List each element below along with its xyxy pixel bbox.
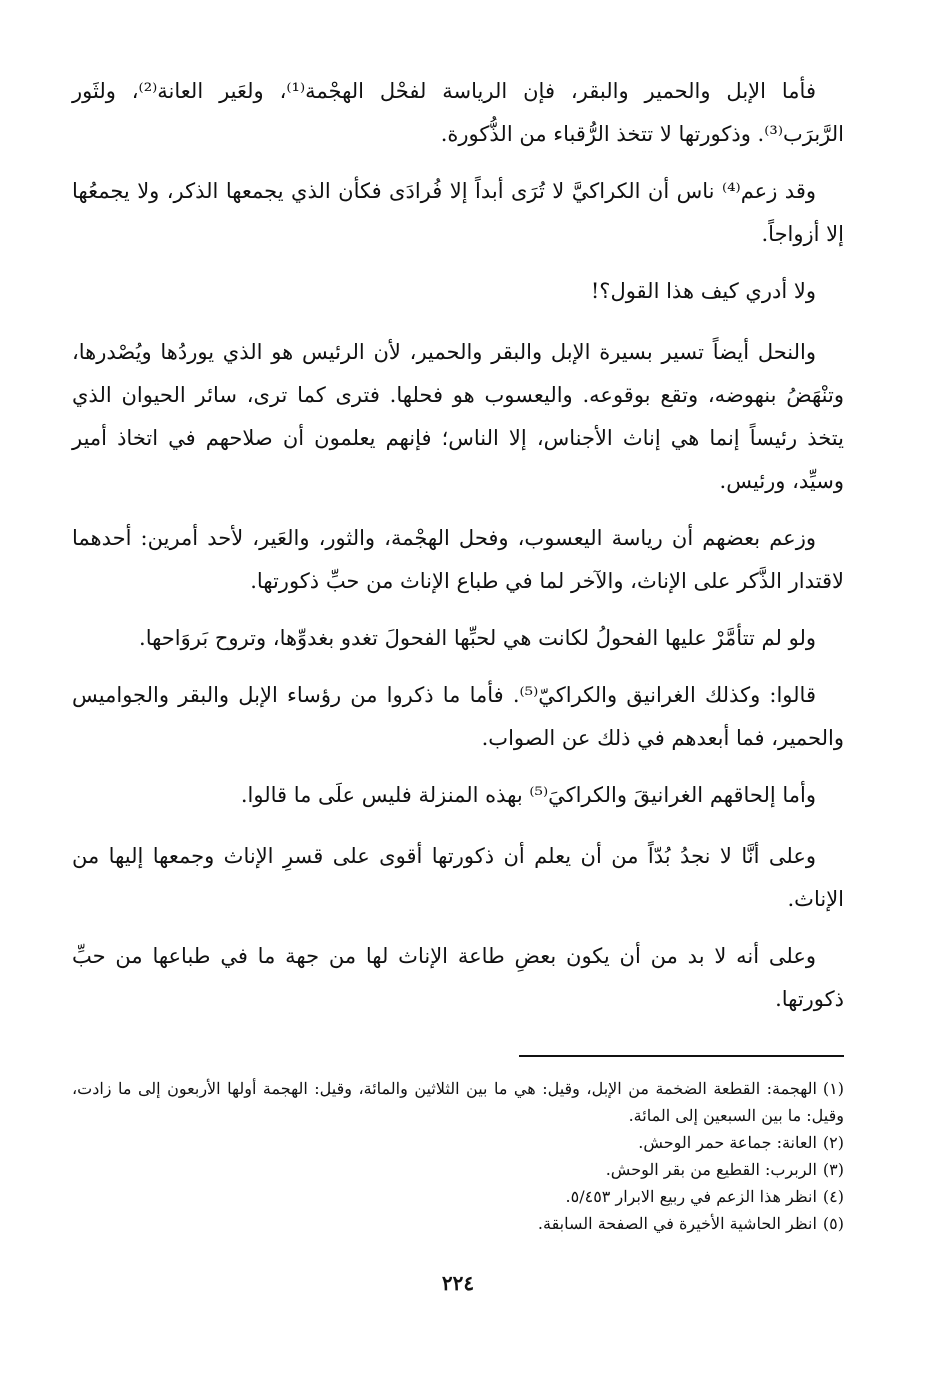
footnote-text: انظر الحاشية الأخيرة في الصفحة السابقة. [537,1214,817,1233]
footnote-number: (٤) [822,1187,844,1206]
page-number: ٢٢٤ [441,1271,475,1295]
footnote-number: (٣) [822,1160,844,1179]
footnote-number: (٥) [822,1214,844,1233]
paragraph-obedience: وعلى أنه لا بد من أن يكون بعضِ طاعة الإناث لها من جهة ما في طباعها من حبِّ ذكورتها. [72,944,844,1011]
paragraph-rebuttal: وأما إلحاقهم الغرانيقَ والكراكيَ⁽⁵⁾ بهذه المنزلة فليس علَى ما قالوا. [240,783,816,807]
paragraph-cranes: قالوا: وكذلك الغرانيق والكراكيّ⁽⁵⁾. فأما ما ذكروا من رؤساء الإبل والبقر والجواميس والحمير، فما أبعدهم في ذلك عن الصواب. [72,683,844,750]
footnote-3 [72,1156,844,1183]
paragraph-strength: وعلى أنَّا لا نجدُ بُدّاً من أن يعلم أن ذكورتها أقوى على قسرِ الإناث وجمعها إليها من الإناث. [72,844,844,911]
footnote-text: انظر هذا الزعم في ربيع الابرار ٥/٤٥٣. [565,1187,817,1206]
footnote-text: العانة: جماعة حمر الوحش. [638,1133,817,1152]
footnotes [72,1075,844,1237]
footnote-1 [72,1075,844,1129]
book-page [72,70,844,1295]
footnote-number: (٢) [822,1133,844,1152]
paragraph-question: ولا أدري كيف هذا القول؟! [590,279,816,303]
footnote-number: (١) [822,1079,845,1098]
footnote-4 [72,1183,844,1210]
paragraph-cranes-claim: وقد زعم⁽⁴⁾ ناس أن الكراكيَّ لا تُرَى أبداً إلا فُرادَى فكأن الذي يجمعها الذكر، ولا يجمعُها إلا أزواجاً. [72,179,844,246]
footnote-text: الربرب: القطيع من بقر الوحش. [605,1160,817,1179]
footnote-5 [72,1210,844,1237]
footnote-2 [72,1129,844,1156]
paragraph-males: ولو لم تتأمَّرْ عليها الفحولُ لكانت هي لحبِّها الفحولَ تغدو بغدوِّها، وتروح بَروَاحها. [139,626,816,650]
footnote-divider [519,1055,844,1057]
footnote-text: الهجمة: القطعة الضخمة من الإبل، وقيل: هي ما بين الثلاثين والمائة، وقيل: الهجمة أولها الأربعون إلى ما زادت، وقيل: ما بين السبعين إلى المائة. [72,1079,844,1125]
paragraph-leadership: وزعم بعضهم أن رياسة اليعسوب، وفحل الهجْمة، والثور، والعَير، لأحد أمرين: أحدهما لاقتدار الذَّكر على الإناث، والآخر لما في طباع الإناث من حبِّ ذكورتها. [72,526,844,593]
paragraph-camels: فأما الإبل والحمير والبقر، فإن الرياسة لفحْل الهجْمة⁽¹⁾، ولعَير العانة⁽²⁾، ولثَور الرَّبرَب⁽³⁾. وذكورتها لا تتخذ الرُّقباء من الذُّكورة. [72,79,844,146]
paragraph-bees: والنحل أيضاً تسير بسيرة الإبل والبقر والحمير، لأن الرئيس هو الذي يوردُها ويُصْدرها، وتنْهَضُ بنهوضه، وتقع بوقوعه. واليعسوب هو فحلها. فترى كما ترى، سائر الحيوان الذي يتخذ رئيساً إنما هي إناث الأجناس، إلا الناس؛ فإنهم يعلمون أن صلاحهم في اتخاذ أمير وسيِّد، ورئيس. [72,340,844,493]
